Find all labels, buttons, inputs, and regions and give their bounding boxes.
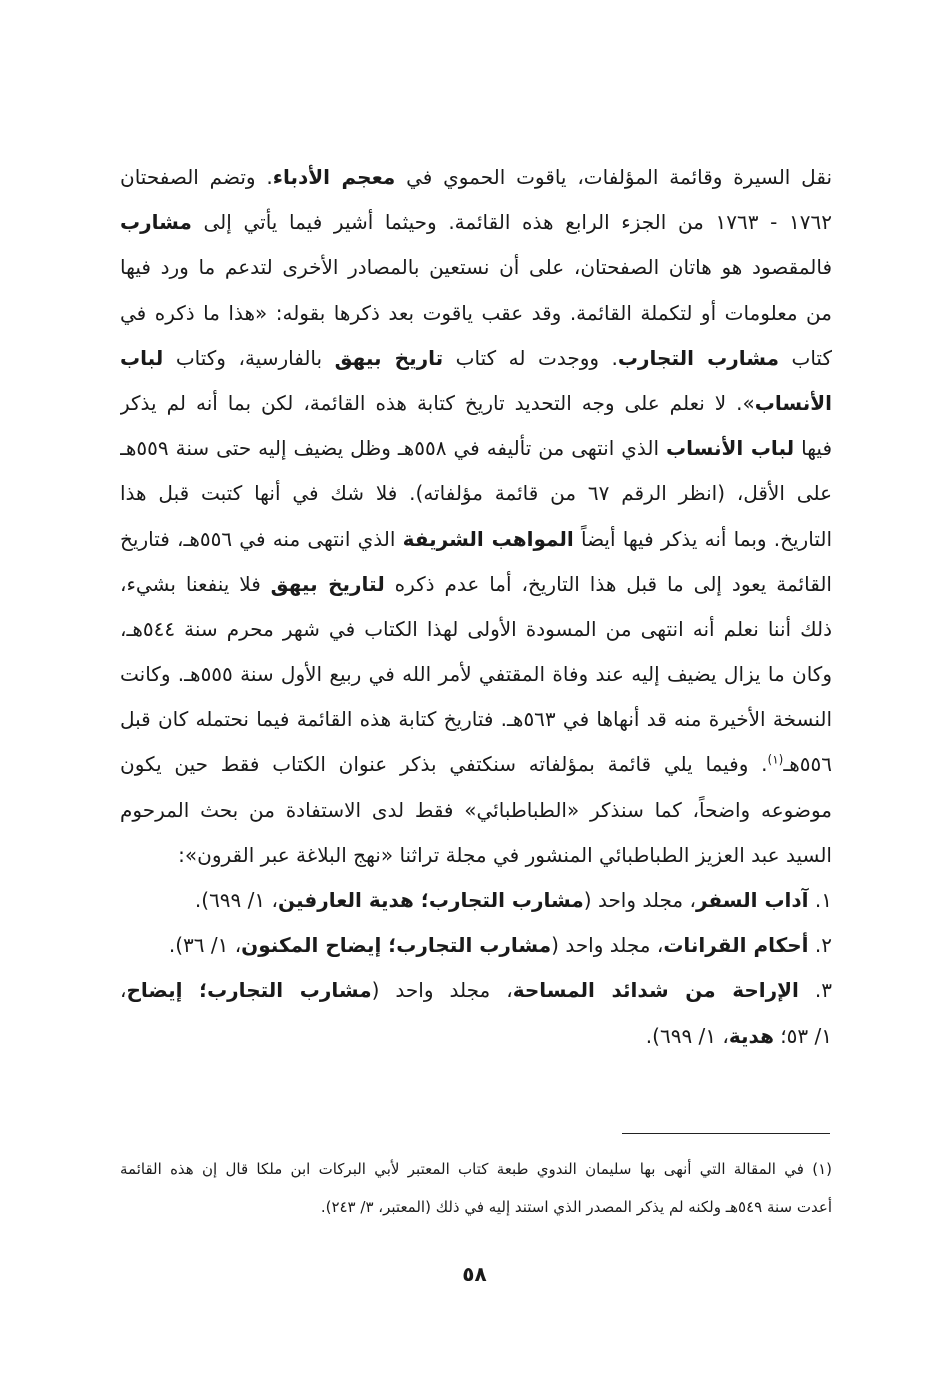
source-reference: مشارب التجارب؛ إيضاح: [126, 978, 372, 1003]
book-title: معجم الأدباء: [272, 165, 396, 189]
text-line: [120, 155, 832, 200]
source-reference: مشارب التجارب؛ هدية العارفين: [277, 888, 584, 912]
text-run: الذي انتهى منه في ٥٥٦هـ، فتاريخ: [120, 526, 403, 551]
text-line: [120, 833, 832, 878]
text-line: [120, 607, 832, 652]
text-line: [120, 471, 832, 516]
text-run: ،: [120, 978, 127, 1003]
text-run: النسخة الأخيرة منه قد أنهاها في ٥٦٣هـ. فتاريخ كتابة هذه القائمة فيما نحتمله كان قبل: [120, 707, 832, 732]
text-run: فيها: [794, 436, 832, 461]
book-title: لباب الأنساب: [666, 436, 795, 461]
book-title: مشارب التجارب: [617, 345, 779, 370]
text-run: الذي انتهى من تأليفه في ٥٥٨هـ وظل يضيف إليه حتى سنة ٥٥٩هـ: [120, 436, 667, 461]
text-run: نقل السيرة وقائمة المؤلفات، ياقوت الحموي في: [395, 165, 832, 189]
book-title: المواهب الشريفة: [402, 526, 574, 551]
footnote-divider: [622, 1133, 830, 1134]
book-title: الأنساب: [754, 390, 832, 415]
book-title: لباب: [120, 345, 164, 370]
list-number: ٣.: [798, 978, 832, 1003]
text-line: [120, 517, 832, 562]
book-title: تاريخ بيهق: [334, 345, 444, 370]
text-run: ، ١/ ٦٩٩).: [194, 888, 278, 912]
book-title: آداب السفر: [695, 888, 809, 912]
text-run: ١٧٦٢ - ١٧٦٣ من الجزء الرابع هذه القائمة. وحيثما أشير فيما يأتي إلى: [191, 210, 832, 235]
text-line: [120, 336, 832, 381]
footnote-marker[interactable]: (١): [767, 752, 784, 767]
text-run: ١/ ٥٣؛: [773, 1023, 832, 1048]
text-run: ذلك أننا نعلم أنه انتهى من المسودة الأولى لهذا الكتاب في شهر محرم سنة ٥٤٤هـ،: [120, 616, 832, 641]
list-item: [120, 923, 832, 968]
text-run: . وتضم الصفحتان: [120, 165, 273, 189]
text-run: من معلومات أو لتكملة القائمة. وقد عقب ياقوت بعد ذكرها بقوله: «هذا ما ذكره في: [120, 300, 832, 325]
book-title: أحكام القرانات: [663, 933, 809, 958]
text-run: فلا ينفعنا بشيء،: [120, 571, 271, 596]
book-title: مشارب: [120, 210, 192, 235]
text-line: [120, 426, 832, 471]
text-run: فالمقصود هو هاتان الصفحتان، على أن نستعين بالمصادر الأخرى لتدعم ما ورد فيها: [120, 255, 832, 280]
text-run: على الأقل، (انظر الرقم ٦٧ من قائمة مؤلفاته). فلا شك في أنها كتبت قبل هذا: [120, 481, 832, 506]
list-number: ٢.: [808, 933, 832, 958]
text-run: ٥٥٦هـ: [783, 752, 832, 777]
text-line: [120, 562, 832, 607]
text-line: [120, 245, 832, 290]
footnote-text: أعدت سنة ٥٤٩هـ ولكنه لم يذكر المصدر الذي استند إليه في ذلك (المعتبر، ٣/ ٢٤٣).: [320, 1198, 832, 1216]
footnotes: [120, 1150, 832, 1226]
text-run: . وفيما يلي قائمة بمؤلفاته سنكتفي بذكر عنوان الكتاب فقط حين يكون: [120, 752, 768, 777]
text-line: [120, 381, 832, 426]
text-run: بالفارسية، وكتاب: [163, 345, 335, 370]
source-reference: مشارب التجارب؛ إيضاح المكنون: [241, 933, 552, 958]
text-run: كتاب: [778, 345, 832, 370]
text-line: [120, 291, 832, 336]
text-run: ، مجلد واحد (: [583, 888, 696, 912]
text-line: [120, 652, 832, 697]
text-run: التاريخ. وبما أنه يذكر فيها أيضاً: [573, 526, 832, 551]
text-run: ، ١/ ٣٦).: [168, 933, 242, 958]
text-run: ، ١/ ٦٩٩).: [645, 1023, 729, 1048]
text-run: موضوعه واضحاً، كما سنذكر «الطباطبائي» فقط لدى الاستفادة من بحث المرحوم: [120, 797, 832, 822]
source-reference: هدية: [728, 1023, 774, 1048]
list-item: [120, 878, 832, 923]
text-run: وكان ما يزال يضيف إليه عند وفاة المقتفي لأمر الله في ربيع الأول سنة ٥٥٥هـ. وكانت: [120, 662, 832, 687]
book-title: الإراحة من شدائد المساحة: [512, 978, 799, 1003]
text-line: [120, 697, 832, 742]
text-line: [120, 200, 832, 245]
text-line: [120, 1014, 832, 1059]
text-run: . ووجدت له كتاب: [443, 345, 618, 370]
text-run: ، مجلد واحد (: [371, 978, 513, 1003]
list-number: ١.: [808, 888, 832, 912]
text-run: السيد عبد العزيز الطباطبائي المنشور في مجلة تراثنا «نهج البلاغة عبر القرون»:: [178, 842, 832, 867]
text-line: [120, 788, 832, 833]
text-run: القائمة يعود إلى ما قبل هذا التاريخ، أما عدم ذكره: [384, 571, 832, 596]
footnote-text: (١) في المقالة التي أنهى بها سليمان الندوي طبعة كتاب المعتبر لأبي البركات ابن ملكا قال إن هذه القائمة: [120, 1160, 832, 1178]
text-line: [120, 742, 832, 787]
text-run: ». لا نعلم على وجه التحديد تاريخ كتابة هذه القائمة، لكن بما أنه لم يذكر: [120, 390, 755, 415]
main-text: [120, 155, 832, 1059]
text-run: ، مجلد واحد (: [551, 933, 664, 958]
list-item: [120, 968, 832, 1013]
page-number: ٥٨: [462, 1262, 487, 1286]
book-title: لتاريخ بيهق: [270, 571, 385, 596]
